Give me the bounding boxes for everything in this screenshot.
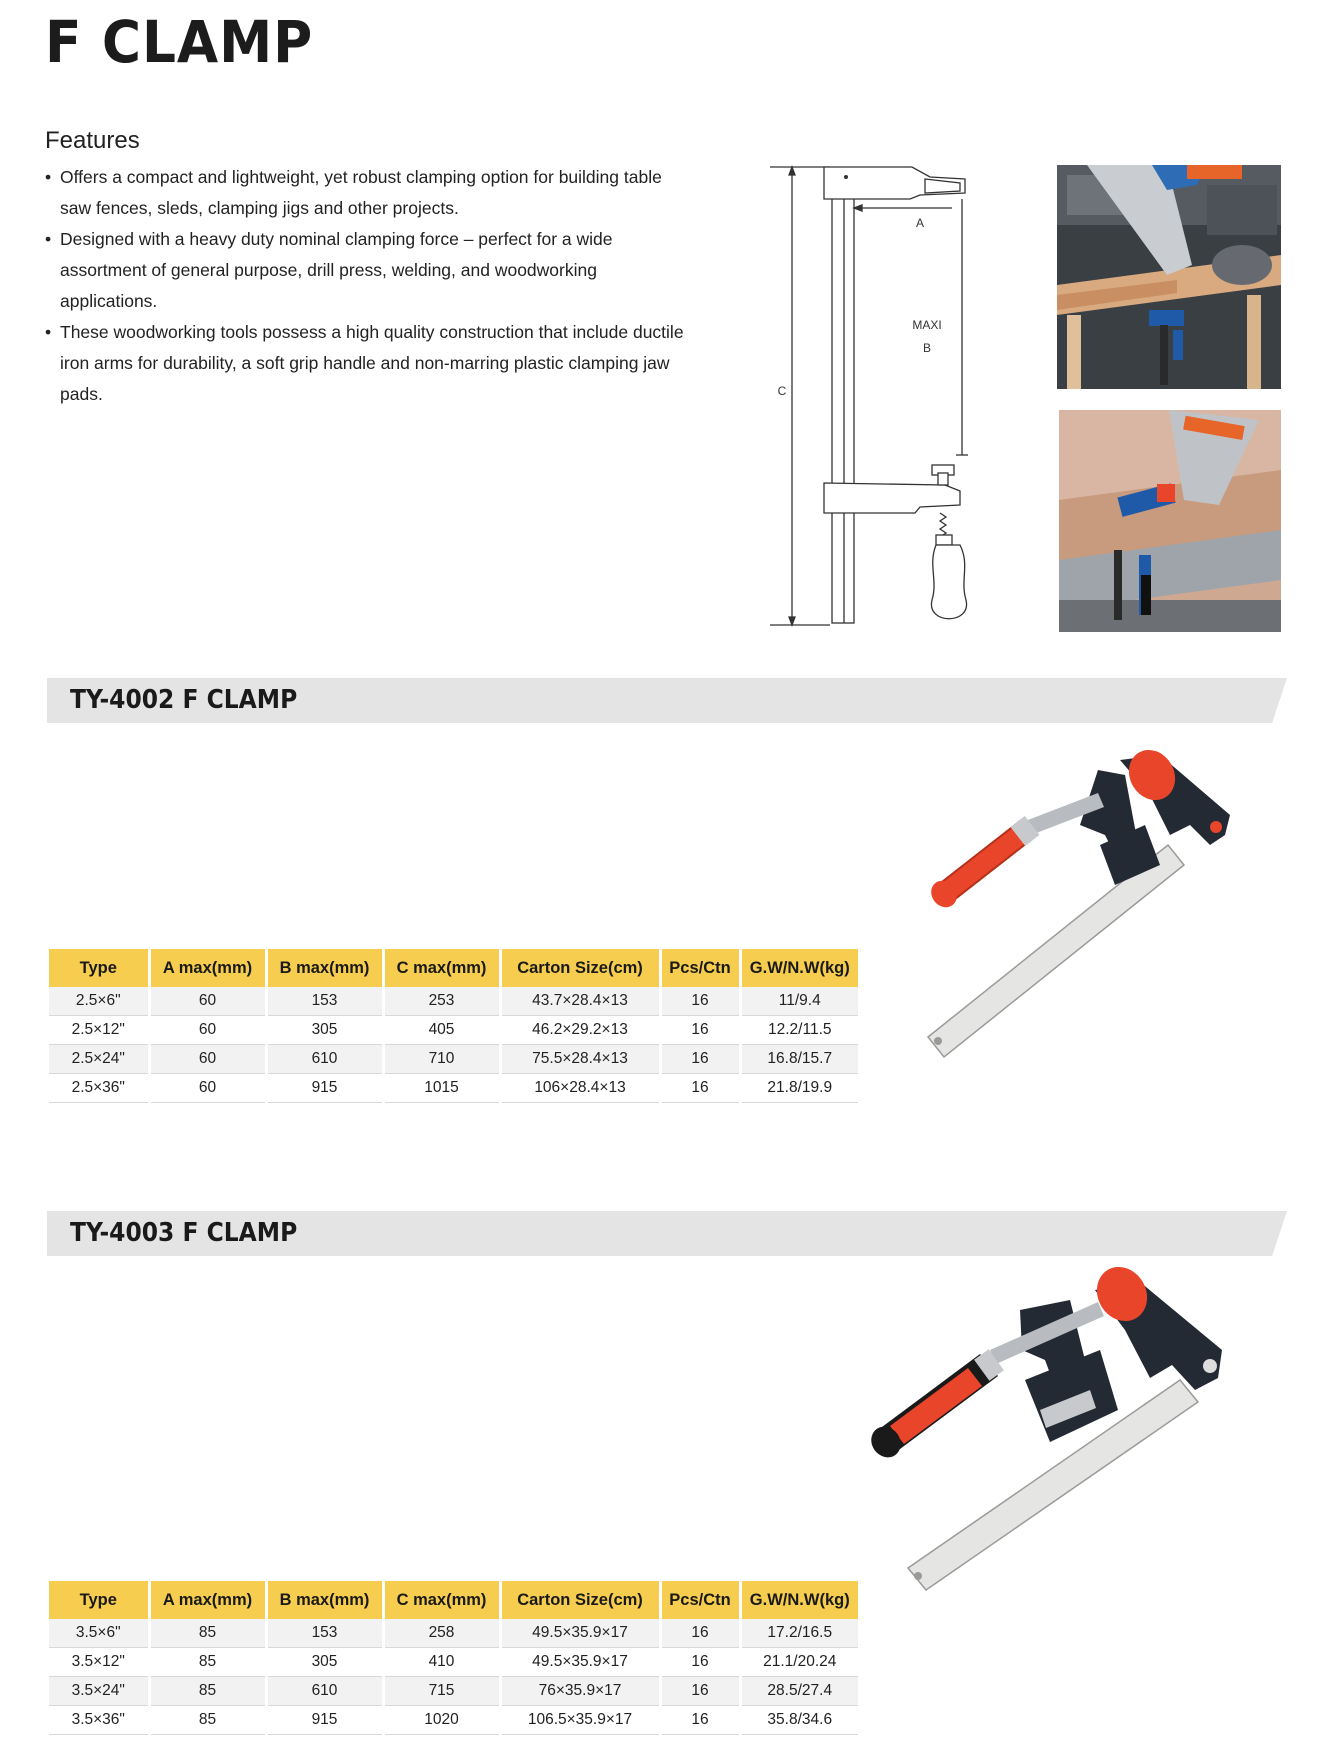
table-cell: 305 — [266, 1016, 383, 1045]
table-cell: 610 — [266, 1045, 383, 1074]
section-title: TY-4003 F CLAMP — [70, 1218, 298, 1248]
table-cell: 85 — [149, 1677, 266, 1706]
table-cell: 60 — [149, 1016, 266, 1045]
table-cell: 11/9.4 — [740, 987, 858, 1016]
table-cell: 60 — [149, 1045, 266, 1074]
table-cell: 12.2/11.5 — [740, 1016, 858, 1045]
table-cell: 49.5×35.9×17 — [500, 1619, 660, 1648]
table-cell: 1015 — [383, 1074, 500, 1103]
table-cell: 43.7×28.4×13 — [500, 987, 660, 1016]
table-cell: 410 — [383, 1648, 500, 1677]
table-cell: 28.5/27.4 — [740, 1677, 858, 1706]
section-title: TY-4002 F CLAMP — [70, 685, 298, 715]
table-row — [49, 1045, 858, 1074]
spec-table-ty-4003 — [49, 1581, 858, 1735]
table-cell: 35.8/34.6 — [740, 1706, 858, 1735]
column-header: Carton Size(cm) — [500, 1581, 660, 1619]
table-row — [49, 1074, 858, 1103]
table-cell: 85 — [149, 1706, 266, 1735]
table-cell: 85 — [149, 1619, 266, 1648]
table-row — [49, 1677, 858, 1706]
table-cell: 153 — [266, 1619, 383, 1648]
clamp-dimension-diagram — [760, 155, 990, 635]
feature-item: • These woodworking tools possess a high quality construction that include ductile iron arms for durability, a soft grip handle and non-marring plastic clamping jaw pads. — [45, 317, 693, 410]
label-c: C — [777, 384, 787, 398]
table-cell: 16 — [660, 1619, 740, 1648]
table-cell: 16 — [660, 1045, 740, 1074]
label-maxi: MAXI — [912, 318, 942, 332]
table-cell: 3.5×24" — [49, 1677, 149, 1706]
table-cell: 85 — [149, 1648, 266, 1677]
features-list — [45, 162, 693, 410]
table-cell: 710 — [383, 1045, 500, 1074]
label-a: A — [916, 216, 925, 230]
table-cell: 715 — [383, 1677, 500, 1706]
column-header: G.W/N.W(kg) — [740, 1581, 858, 1619]
table-header-row — [49, 1581, 858, 1619]
table-cell: 2.5×6" — [49, 987, 149, 1016]
table-row — [49, 1706, 858, 1735]
table-cell: 253 — [383, 987, 500, 1016]
column-header: Type — [49, 1581, 149, 1619]
column-header: Pcs/Ctn — [660, 949, 740, 987]
table-cell: 16 — [660, 1074, 740, 1103]
table-cell: 16 — [660, 1016, 740, 1045]
column-header: A max(mm) — [149, 1581, 266, 1619]
column-header: A max(mm) — [149, 949, 266, 987]
column-header: B max(mm) — [266, 1581, 383, 1619]
table-row — [49, 987, 858, 1016]
table-cell: 16 — [660, 987, 740, 1016]
column-header: C max(mm) — [383, 1581, 500, 1619]
workshop-photo-saw — [1057, 165, 1281, 389]
table-cell: 2.5×12" — [49, 1016, 149, 1045]
table-row — [49, 1648, 858, 1677]
table-cell: 405 — [383, 1016, 500, 1045]
column-header: B max(mm) — [266, 949, 383, 987]
spec-table-ty-4002 — [49, 949, 858, 1103]
table-cell: 21.1/20.24 — [740, 1648, 858, 1677]
table-row — [49, 1016, 858, 1045]
table-cell: 3.5×6" — [49, 1619, 149, 1648]
table-cell: 3.5×12" — [49, 1648, 149, 1677]
features-heading: Features — [45, 127, 140, 154]
table-header-row — [49, 949, 858, 987]
table-cell: 610 — [266, 1677, 383, 1706]
product-image-ty-4002 — [920, 735, 1280, 1065]
table-cell: 16.8/15.7 — [740, 1045, 858, 1074]
table-cell: 305 — [266, 1648, 383, 1677]
table-cell: 16 — [660, 1677, 740, 1706]
column-header: G.W/N.W(kg) — [740, 949, 858, 987]
column-header: Carton Size(cm) — [500, 949, 660, 987]
product-image-ty-4003 — [850, 1250, 1270, 1600]
table-cell: 2.5×24" — [49, 1045, 149, 1074]
table-cell: 46.2×29.2×13 — [500, 1016, 660, 1045]
table-cell: 2.5×36" — [49, 1074, 149, 1103]
feature-item: • Designed with a heavy duty nominal clamping force – perfect for a wide assortment of general purpose, drill press, welding, and woodworking applications. — [45, 224, 693, 317]
label-b: B — [922, 341, 932, 355]
table-cell: 76×35.9×17 — [500, 1677, 660, 1706]
table-cell: 106.5×35.9×17 — [500, 1706, 660, 1735]
table-cell: 106×28.4×13 — [500, 1074, 660, 1103]
table-cell: 915 — [266, 1706, 383, 1735]
page-title: F CLAMP — [45, 8, 314, 76]
feature-item: • Offers a compact and lightweight, yet robust clamping option for building table saw fences, sleds, clamping jigs and other projects. — [45, 162, 693, 224]
table-cell: 3.5×36" — [49, 1706, 149, 1735]
table-cell: 21.8/19.9 — [740, 1074, 858, 1103]
table-cell: 153 — [266, 987, 383, 1016]
table-cell: 258 — [383, 1619, 500, 1648]
table-cell: 16 — [660, 1706, 740, 1735]
column-header: C max(mm) — [383, 949, 500, 987]
table-cell: 60 — [149, 987, 266, 1016]
column-header: Type — [49, 949, 149, 987]
column-header: Pcs/Ctn — [660, 1581, 740, 1619]
table-cell: 60 — [149, 1074, 266, 1103]
table-cell: 16 — [660, 1648, 740, 1677]
table-cell: 75.5×28.4×13 — [500, 1045, 660, 1074]
table-row — [49, 1619, 858, 1648]
table-cell: 915 — [266, 1074, 383, 1103]
table-cell: 49.5×35.9×17 — [500, 1648, 660, 1677]
table-cell: 1020 — [383, 1706, 500, 1735]
table-cell: 17.2/16.5 — [740, 1619, 858, 1648]
workshop-photo-clamp — [1059, 410, 1281, 632]
